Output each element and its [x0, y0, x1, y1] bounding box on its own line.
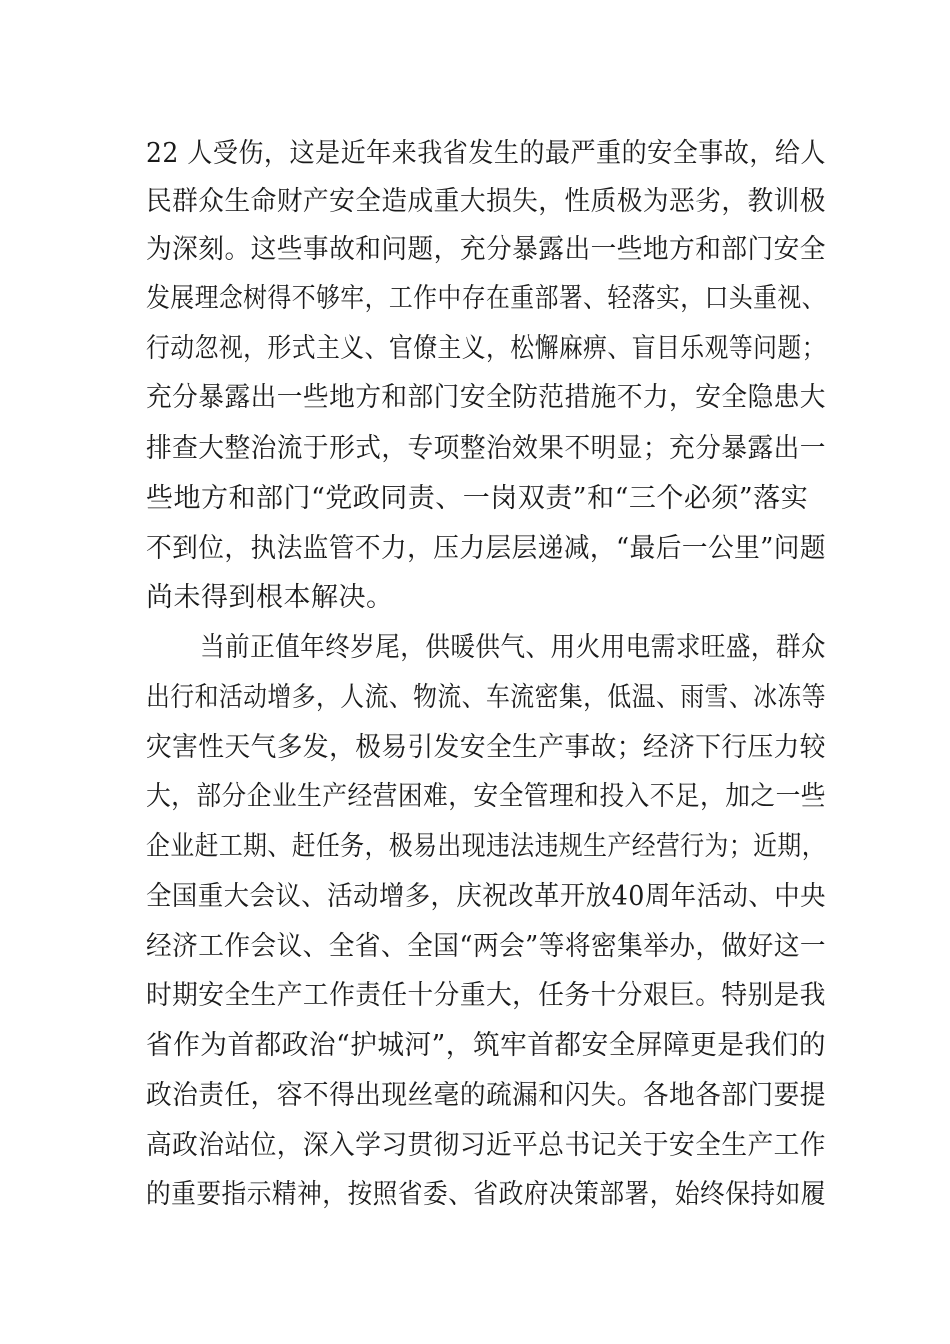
- text-line: 22 人受伤，这是近年来我省发生的最严重的安全事故，给人: [146, 138, 826, 169]
- text-line: 为深刻。这些事故和问题，充分暴露出一些地方和部门安全: [146, 234, 826, 265]
- text-line: 全国重大会议、活动增多，庆祝改革开放40周年活动、中央: [146, 881, 826, 912]
- text-line: 充分暴露出一些地方和部门安全防范措施不力，安全隐患大: [146, 382, 826, 413]
- text-line: 大，部分企业生产经营困难，安全管理和投入不足，加之一些: [146, 781, 826, 812]
- text-line: 些地方和部门“党政同责、一岗双责”和“三个必须”落实: [146, 483, 809, 514]
- text-line: 不到位，执法监管不力，压力层层递减，“最后一公里”问题: [146, 533, 827, 564]
- text-line: 省作为首都政治“护城河”，筑牢首都安全屏障更是我们的: [146, 1030, 827, 1061]
- text-line: 排查大整治流于形式，专项整治效果不明显；充分暴露出一: [146, 433, 826, 464]
- text-line: 企业赶工期、赶任务，极易出现违法违规生产经营行为；近期，: [146, 831, 826, 862]
- text-line: 民群众生命财产安全造成重大损失，性质极为恶劣，教训极: [146, 186, 826, 217]
- text-line: 政治责任，容不得出现丝毫的疏漏和闪失。各地各部门要提: [146, 1080, 826, 1111]
- text-line: 出行和活动增多，人流、物流、车流密集，低温、雨雪、冰冻等: [146, 682, 826, 713]
- text-line: 当前正值年终岁尾，供暖供气、用火用电需求旺盛，群众: [200, 632, 826, 663]
- text-line: 高政治站位，深入学习贯彻习近平总书记关于安全生产工作: [146, 1130, 826, 1161]
- text-line: 时期安全生产工作责任十分重大，任务十分艰巨。特别是我: [146, 980, 826, 1011]
- text-line: 行动忽视，形式主义、官僚主义，松懈麻痹、盲目乐观等问题；: [146, 333, 826, 364]
- text-line: 经济工作会议、全省、全国“两会”等将密集举办，做好这一: [146, 931, 827, 962]
- text-line: 尚未得到根本解决。: [146, 582, 394, 613]
- text-line: 灾害性天气多发，极易引发安全生产事故；经济下行压力较: [146, 732, 826, 763]
- text-line: 发展理念树得不够牢，工作中存在重部署、轻落实，口头重视、: [146, 283, 826, 314]
- text-line: 的重要指示精神，按照省委、省政府决策部署，始终保持如履: [146, 1179, 826, 1210]
